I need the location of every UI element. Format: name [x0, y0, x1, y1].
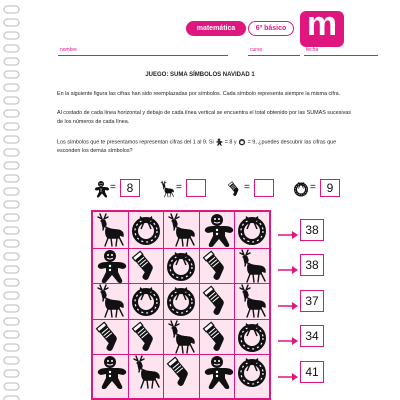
spiral-ring	[4, 227, 19, 234]
reindeer-icon	[163, 212, 199, 248]
spiral-binding	[0, 0, 24, 400]
spiral-ring	[4, 331, 19, 338]
gingerbread-icon	[92, 180, 110, 198]
instruction-paragraph-3	[57, 138, 357, 156]
grid-line	[91, 354, 271, 355]
spiral-ring	[4, 97, 19, 104]
grid-line	[91, 248, 271, 249]
reindeer-icon	[234, 248, 270, 284]
wreath-icon	[234, 354, 270, 390]
arrow-right-icon	[278, 297, 298, 305]
spiral-ring	[4, 279, 19, 286]
grid-line	[91, 283, 271, 284]
equals-sign: =	[310, 182, 316, 193]
spiral-ring	[4, 84, 19, 91]
spiral-ring	[4, 357, 19, 364]
spiral-ring	[4, 292, 19, 299]
arrow-right-icon	[278, 368, 298, 376]
equals-sign: =	[244, 182, 250, 193]
gingerbread-inline-icon	[215, 138, 223, 146]
spiral-ring	[4, 305, 19, 312]
logo-letter: m	[306, 5, 338, 43]
grid-line	[234, 210, 235, 400]
spiral-ring	[4, 6, 19, 13]
spiral-ring	[4, 240, 19, 247]
gingerbread-icon	[199, 354, 235, 390]
date-line[interactable]	[304, 55, 378, 56]
spiral-ring	[4, 318, 19, 325]
gingerbread-icon	[199, 212, 235, 248]
wreath-icon	[234, 319, 270, 355]
grid-line	[128, 210, 129, 400]
subject-pill: matemática	[186, 21, 246, 36]
reindeer-icon	[163, 319, 199, 355]
spiral-ring	[4, 175, 19, 182]
wreath-icon	[128, 212, 164, 248]
stocking-icon	[128, 248, 164, 284]
wreath-icon	[163, 248, 199, 284]
spiral-ring	[4, 58, 19, 65]
row-sum-box: 41	[300, 361, 324, 383]
stocking-icon	[199, 283, 235, 319]
spiral-ring	[4, 266, 19, 273]
wreath-icon	[292, 180, 310, 198]
reindeer-value-box[interactable]	[186, 179, 206, 197]
equals-sign: =	[110, 182, 116, 193]
stocking-icon	[128, 319, 164, 355]
wreath-value-box: 9	[320, 179, 340, 197]
instruction-paragraph-2: Al costado de cada línea horizontal y debajo de cada línea vertical se encuentra el total obtenido por las SUMAS sucesivas de los números de cada línea.	[57, 110, 351, 125]
grade-pill: 6º básico	[248, 21, 294, 36]
grid-line	[199, 210, 200, 400]
reindeer-icon	[234, 283, 270, 319]
wreath-icon	[163, 283, 199, 319]
wreath-icon	[128, 283, 164, 319]
spiral-ring	[4, 45, 19, 52]
instruction-eq1: = 8 y	[224, 139, 237, 146]
spiral-ring	[4, 32, 19, 39]
reindeer-icon	[128, 354, 164, 390]
row-sum-box: 34	[300, 325, 324, 347]
equals-sign: =	[176, 182, 182, 193]
date-label: fecha	[306, 47, 319, 53]
stocking-icon	[92, 319, 128, 355]
spiral-ring	[4, 253, 19, 260]
grid-line	[163, 210, 164, 400]
spiral-ring	[4, 136, 19, 143]
reindeer-icon	[92, 212, 128, 248]
row-sum-box: 37	[300, 290, 324, 312]
instruction-text-before: Los símbolos que te presentamos representan cifras del 1 al 9. Si	[57, 139, 214, 146]
grid-line	[91, 319, 271, 320]
arrow-right-icon	[278, 332, 298, 340]
reindeer-icon	[158, 180, 176, 198]
spiral-ring	[4, 19, 19, 26]
row-sum-box: 38	[300, 254, 324, 276]
stocking-icon	[199, 319, 235, 355]
reindeer-icon	[92, 283, 128, 319]
logo	[300, 5, 344, 47]
spiral-ring	[4, 110, 19, 117]
arrow-right-icon	[278, 261, 298, 269]
gingerbread-icon	[92, 354, 128, 390]
wreath-icon	[234, 212, 270, 248]
stocking-value-box[interactable]	[254, 179, 274, 197]
spiral-ring	[4, 162, 19, 169]
spiral-ring	[4, 188, 19, 195]
arrow-right-icon	[278, 226, 298, 234]
wreath-inline-icon	[238, 138, 246, 146]
spiral-ring	[4, 214, 19, 221]
row-sum-box: 38	[300, 219, 324, 241]
stocking-icon	[226, 180, 244, 198]
spiral-ring	[4, 201, 19, 208]
course-label: curso	[250, 47, 263, 53]
gingerbread-icon	[92, 248, 128, 284]
worksheet-title: JUEGO: SUMA SÍMBOLOS NAVIDAD 1	[145, 72, 255, 78]
name-label: nombre	[60, 47, 77, 53]
instruction-text-after: = 9, ¿puedes descubrir las cifras que esconden los demás símbolos?	[57, 139, 337, 155]
gingerbread-value-box: 8	[120, 179, 140, 197]
spiral-ring	[4, 383, 19, 390]
spiral-ring	[4, 396, 19, 400]
name-line[interactable]	[58, 55, 228, 56]
stocking-icon	[199, 248, 235, 284]
spiral-ring	[4, 123, 19, 130]
spiral-ring	[4, 370, 19, 377]
instruction-paragraph-1: En la siguiente figura las cifras han sido reemplazadas por símbolos. Cada símbolo representa siempre la misma cifra.	[57, 91, 341, 97]
stocking-icon	[163, 354, 199, 390]
spiral-ring	[4, 149, 19, 156]
course-line[interactable]	[248, 55, 300, 56]
spiral-ring	[4, 344, 19, 351]
